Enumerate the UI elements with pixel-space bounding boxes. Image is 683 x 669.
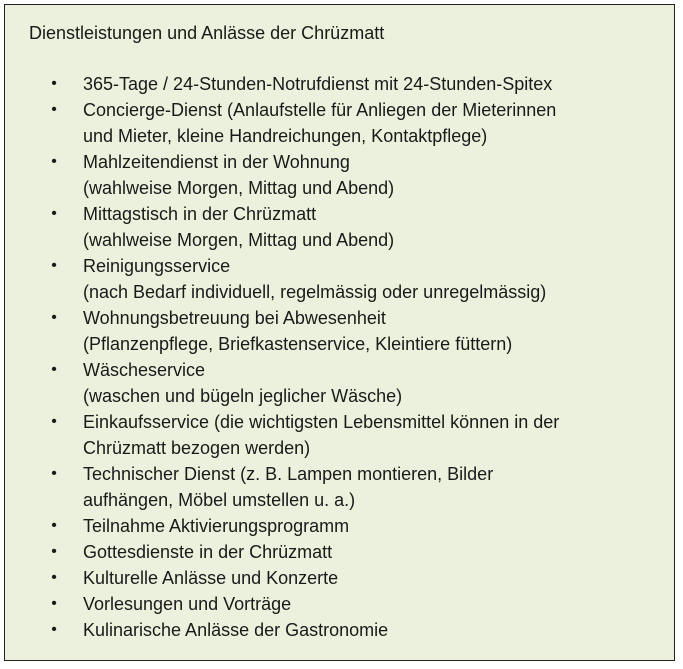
list-item-text: Wohnungsbetreuung bei Abwesenheit: [83, 308, 386, 328]
list-item: [5, 201, 559, 253]
bullet-icon: •: [51, 621, 57, 638]
bullet-icon: •: [51, 543, 57, 560]
list-item-text: (waschen und bügeln jeglicher Wäsche): [83, 386, 403, 406]
bullet-icon: •: [51, 361, 57, 378]
services-list: [5, 71, 559, 643]
bullet-icon: •: [51, 595, 57, 612]
list-item: [5, 591, 559, 617]
list-item-text: Einkaufsservice (die wichtigsten Lebensmittel können in der: [83, 412, 560, 432]
list-item: [5, 71, 559, 97]
list-item: [5, 253, 559, 305]
box-title: Dienstleistungen und Anlässe der Chrüzmatt: [29, 23, 385, 43]
list-item-text: (nach Bedarf individuell, regelmässig oder unregelmässig): [83, 282, 547, 302]
bullet-icon: •: [51, 517, 57, 534]
bullet-icon: •: [51, 153, 57, 170]
list-item-text: Wäscheservice: [83, 360, 206, 380]
list-item: [5, 305, 559, 357]
services-box: [4, 4, 675, 661]
list-item-text: aufhängen, Möbel umstellen u. a.): [83, 490, 356, 510]
list-item-text: Vorlesungen und Vorträge: [83, 594, 292, 614]
list-item: [5, 617, 559, 643]
list-item-text: Mittagstisch in der Chrüzmatt: [83, 204, 317, 224]
bullet-icon: •: [51, 413, 57, 430]
list-item: [5, 97, 559, 149]
list-item: [5, 565, 559, 591]
bullet-icon: •: [51, 569, 57, 586]
list-item-text: 365-Tage / 24-Stunden-Notrufdienst mit 24-Stunden-Spitex: [83, 74, 553, 94]
list-item-text: Reinigungsservice: [83, 256, 231, 276]
bullet-icon: •: [51, 101, 57, 118]
list-item-text: (wahlweise Morgen, Mittag und Abend): [83, 230, 395, 250]
bullet-icon: •: [51, 309, 57, 326]
list-item: [5, 513, 559, 539]
list-item-text: Mahlzeitendienst in der Wohnung: [83, 152, 350, 172]
bullet-icon: •: [51, 75, 57, 92]
list-item: [5, 461, 559, 513]
list-item-text: Teilnahme Aktivierungsprogramm: [83, 516, 350, 536]
list-item-text: Technischer Dienst (z. B. Lampen montieren, Bilder: [83, 464, 494, 484]
list-item-text: (wahlweise Morgen, Mittag und Abend): [83, 178, 395, 198]
bullet-icon: •: [51, 257, 57, 274]
list-item: [5, 149, 559, 201]
list-item-text: Chrüzmatt bezogen werden): [83, 438, 311, 458]
list-item: [5, 357, 559, 409]
list-item-text: (Pflanzenpflege, Briefkastenservice, Kleintiere füttern): [83, 334, 513, 354]
list-item-text: Kulturelle Anlässe und Konzerte: [83, 568, 339, 588]
bullet-icon: •: [51, 205, 57, 222]
bullet-icon: •: [51, 465, 57, 482]
list-item-text: Kulinarische Anlässe der Gastronomie: [83, 620, 389, 640]
list-item-text: und Mieter, kleine Handreichungen, Kontaktpflege): [83, 126, 488, 146]
list-item: [5, 409, 559, 461]
list-item-text: Gottesdienste in der Chrüzmatt: [83, 542, 333, 562]
list-item: [5, 539, 559, 565]
list-item-text: Concierge-Dienst (Anlaufstelle für Anliegen der Mieterinnen: [83, 100, 557, 120]
